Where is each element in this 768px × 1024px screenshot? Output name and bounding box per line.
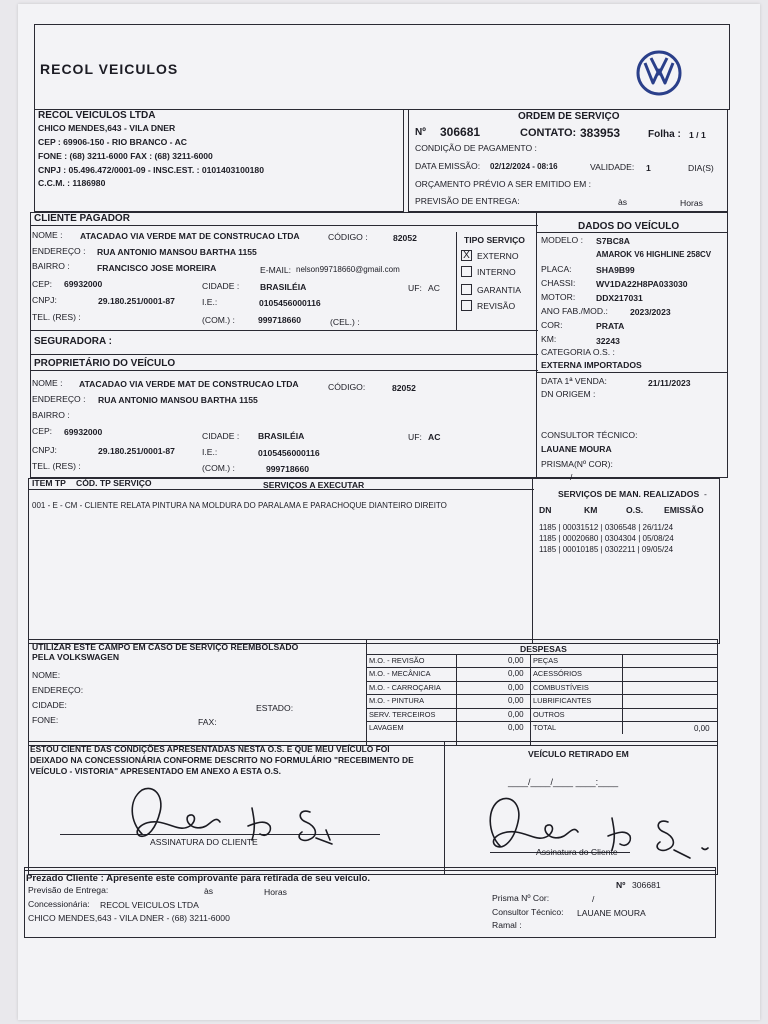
dias-label: DIA(S) (688, 163, 714, 173)
manutencao-header-emissao: EMISSÃO (664, 505, 704, 515)
delivery-as-label: às (618, 197, 628, 207)
validade-value: 1 (646, 163, 651, 173)
cliente-cnpj-label: CNPJ: (32, 295, 57, 305)
assinatura-cliente-label: ASSINATURA DO CLIENTE (150, 837, 258, 847)
footer-consultor: LAUANE MOURA (577, 908, 646, 918)
cor-label: COR: (541, 320, 563, 330)
prop-cidade: BRASILÉIA (258, 431, 305, 441)
venda-value: 21/11/2023 (648, 378, 691, 388)
company-address: CHICO MENDES,643 - VILA DNER (38, 123, 176, 133)
despesa-total-value: 0,00 (694, 724, 710, 733)
cliente-email[interactable]: nelson99718660@gmail.com (296, 265, 400, 274)
footer-ramal-label: Ramal : (492, 920, 522, 930)
footer-endereco: CHICO MENDES,643 - VILA DNER - (68) 3211-6000 (28, 913, 230, 923)
cliente-endereco-label: ENDEREÇO : (32, 246, 86, 256)
assinatura-retirada-label: Assinatura do Cliente (536, 847, 618, 857)
cliente-section-title: CLIENTE PAGADOR (34, 213, 130, 224)
despesa-value: 0,00 (508, 709, 524, 719)
cliente-bairro: FRANCISCO JOSE MOREIRA (97, 263, 217, 273)
prop-cnpj-label: CNPJ: (32, 445, 57, 455)
cliente-codigo-label: CÓDIGO : (328, 232, 368, 242)
company-name: RECOL VEICULOS LTDA (38, 110, 156, 121)
footer-consultor-label: Consultor Técnico: (492, 907, 564, 917)
modelo-description: AMAROK V6 HIGHLINE 258CV (596, 250, 712, 259)
cliente-endereco: RUA ANTONIO MANSOU BARTHA 1155 (97, 247, 257, 257)
prop-ie: 0105456000116 (258, 448, 320, 458)
termo-line-1: ESTOU CIENTE DAS CONDIÇÕES APRESENTADAS NESTA O.S. E QUE MEU VEÍCULO FOI (30, 744, 390, 754)
cliente-nome-label: NOME : (32, 230, 63, 240)
company-cnpj: CNPJ : 05.496.472/0001-09 - INSC.EST. : 0101403100180 (38, 165, 264, 175)
footer-numero: 306681 (632, 880, 661, 890)
despesa-value: 0,00 (508, 669, 524, 679)
despesa-right-label: OUTROS (533, 709, 565, 719)
footer-headline: Prezado Cliente : Apresente este comprovante para retirada de seu veículo. (26, 873, 371, 884)
folha-value: 1 / 1 (689, 130, 706, 140)
delivery-horas-label: Horas (680, 198, 703, 208)
termo-line-3: VEÍCULO - VISTORIA" APRESENTADO EM ANEXO A ESTA O.S. (30, 766, 281, 776)
footer-as-label: às (204, 886, 214, 896)
footer-horas-label: Horas (264, 887, 287, 897)
manutencao-row: 1185 | 00031512 | 0306548 | 26/11/24 (539, 523, 674, 532)
footer-concessionaria: RECOL VEICULOS LTDA (100, 900, 199, 910)
cliente-com-label: (COM.) : (202, 315, 235, 325)
despesa-label: M.O. - REVISÃO (369, 656, 425, 665)
checkbox-revisao[interactable] (461, 300, 472, 311)
prop-endereco: RUA ANTONIO MANSOU BARTHA 1155 (98, 395, 258, 405)
prisma-value: / (570, 472, 573, 482)
cor-value: PRATA (596, 321, 625, 331)
folha-label: Folha : (648, 129, 681, 140)
prop-cep: 69932000 (64, 427, 103, 437)
prop-codigo: 82052 (392, 383, 416, 393)
manutencao-title: SERVIÇOS DE MAN. REALIZADOS (558, 489, 700, 499)
client-signature-2 (476, 790, 716, 866)
reembolso-nome-label: NOME: (32, 670, 61, 680)
cliente-cel-label: (CEL.) : (330, 317, 360, 327)
despesa-right-label: COMBUSTÍVEIS (533, 682, 589, 692)
reembolso-title-1: UTILIZAR ESTE CAMPO EM CASO DE SERVIÇO REEMBOLSADO (32, 642, 299, 652)
company-title: RECOL VEICULOS (40, 61, 179, 77)
despesa-right-label: TOTAL (533, 723, 557, 732)
manutencao-header-os: O.S. (626, 505, 644, 515)
checkbox-garantia[interactable] (461, 284, 472, 295)
servico-line: 001 - E - CM - CLIENTE RELATA PINTURA NA MOLDURA DO PARALAMA E PARACHOQUE DIANTEIRO DIREITO (32, 501, 447, 510)
prisma-label: PRISMA(Nº COR): (541, 459, 613, 469)
volkswagen-logo-icon (636, 50, 682, 96)
prop-cep-label: CEP: (32, 426, 53, 436)
order-number: 306681 (440, 125, 481, 139)
cliente-cidade-label: CIDADE : (202, 281, 240, 291)
prop-cnpj: 29.180.251/0001-87 (98, 446, 175, 456)
manutencao-dash: - (704, 489, 707, 499)
ano-label: ANO FAB./MOD.: (541, 306, 608, 316)
prop-ie-label: I.E.: (202, 447, 218, 457)
prop-com-label: (COM.) : (202, 463, 235, 473)
reembolso-title-2: PELA VOLKSWAGEN (32, 652, 120, 662)
categoria-value: EXTERNA IMPORTADOS (541, 360, 642, 370)
cliente-bairro-label: BAIRRO : (32, 261, 70, 271)
despesa-right-label: ACESSÓRIOS (533, 669, 582, 679)
checkbox-externo[interactable]: X (461, 250, 472, 261)
reembolso-endereco-label: ENDEREÇO: (32, 685, 84, 695)
prop-codigo-label: CÓDIGO: (328, 382, 366, 392)
payment-label: CONDIÇÃO DE PAGAMENTO : (415, 143, 537, 153)
km-label: KM: (541, 334, 557, 344)
cliente-cnpj: 29.180.251/0001-87 (98, 296, 175, 306)
despesa-value: 0,00 (508, 723, 524, 732)
checkbox-interno[interactable] (461, 266, 472, 277)
validade-label: VALIDADE: (590, 162, 635, 172)
reembolso-fone-label: FONE: (32, 715, 59, 725)
modelo-value: S7BC8A (596, 236, 630, 246)
cliente-ie-label: I.E.: (202, 297, 218, 307)
order-number-label: Nº (415, 127, 426, 138)
venda-label: DATA 1ª VENDA: (541, 376, 607, 386)
prop-com: 999718660 (266, 464, 310, 474)
reembolso-fax-label: FAX: (198, 717, 217, 727)
tipo-servico-title: TIPO SERVIÇO (464, 235, 525, 245)
retirada-title: VEÍCULO RETIRADO EM (528, 749, 629, 759)
termo-line-2: DEIXADO NA CONCESSIONÁRIA CONFORME DESCRITO NO FORMULÁRIO "RECEBIMENTO DE (30, 755, 414, 765)
placa-value: SHA9B99 (596, 265, 635, 275)
modelo-label: MODELO : (541, 235, 584, 245)
client-signature-1 (120, 782, 360, 852)
veiculo-title: DADOS DO VEÍCULO (578, 221, 680, 232)
prop-tel-label: TEL. (RES) : (32, 461, 81, 471)
cliente-ie: 0105456000116 (259, 298, 321, 308)
cliente-uf-label: UF: (408, 283, 422, 293)
order-title: ORDEM DE SERVIÇO (518, 111, 620, 122)
reembolso-cidade-label: CIDADE: (32, 700, 67, 710)
retirada-date-mask[interactable]: ____/____/____ ____:____ (508, 777, 619, 787)
prop-nome-label: NOME : (32, 378, 63, 388)
servicos-header-exec: SERVIÇOS A EXECUTAR (263, 480, 365, 490)
contato-value: 383953 (580, 126, 621, 140)
seguradora-label: SEGURADORA : (34, 336, 112, 347)
origem-label: DN ORIGEM : (541, 389, 596, 399)
prop-bairro-label: BAIRRO : (32, 410, 70, 420)
cliente-uf: AC (428, 283, 440, 293)
manutencao-row: 1185 | 00010185 | 0302211 | 09/05/24 (539, 545, 674, 554)
despesa-label: M.O. - MECÂNICA (369, 669, 431, 679)
manutencao-header-dn: DN (539, 505, 552, 515)
emission-value: 02/12/2024 - 08:16 (490, 162, 558, 171)
delivery-label: PREVISÃO DE ENTREGA: (415, 196, 520, 206)
emission-label: DATA EMISSÃO: (415, 161, 481, 171)
prop-endereco-label: ENDEREÇO : (32, 394, 86, 404)
consultor-label: CONSULTOR TÉCNICO: (541, 430, 638, 440)
motor-value: DDX217031 (596, 293, 643, 303)
despesa-label: M.O. - CARROÇARIA (369, 682, 441, 692)
reembolso-estado-label: ESTADO: (256, 703, 294, 713)
cliente-cidade: BRASILÉIA (260, 282, 307, 292)
categoria-label: CATEGORIA O.S. : (541, 347, 615, 357)
contato-label: CONTATO: (520, 127, 577, 139)
footer-numero-label: Nº (616, 880, 626, 890)
option-revisao-label: REVISÃO (477, 301, 516, 311)
despesa-value: 0,00 (508, 656, 524, 665)
servicos-header-item: ITEM TP (32, 478, 66, 488)
company-cep: CEP : 69906-150 - RIO BRANCO - AC (38, 137, 187, 147)
prop-cidade-label: CIDADE : (202, 431, 240, 441)
chassi-label: CHASSI: (541, 278, 576, 288)
cliente-cep: 69932000 (64, 279, 103, 289)
option-garantia-label: GARANTIA (477, 285, 521, 295)
company-ccm: C.C.M. : 1186980 (38, 178, 106, 188)
despesa-value: 0,00 (508, 696, 524, 706)
option-externo-label: EXTERNO (477, 251, 519, 261)
company-phone: FONE : (68) 3211-6000 FAX : (68) 3211-6000 (38, 151, 213, 161)
motor-label: MOTOR: (541, 292, 576, 302)
consultor-value: LAUANE MOURA (541, 444, 612, 454)
cliente-nome: ATACADAO VIA VERDE MAT DE CONSTRUCAO LTDA (80, 231, 300, 241)
despesa-value: 0,00 (508, 682, 524, 692)
cliente-codigo: 82052 (393, 233, 417, 243)
cliente-tel-label: TEL. (RES) : (32, 312, 81, 322)
despesa-right-label: PEÇAS (533, 656, 559, 665)
prop-nome: ATACADAO VIA VERDE MAT DE CONSTRUCAO LTDA (79, 379, 299, 389)
cliente-email-label: E-MAIL: (260, 265, 292, 275)
servicos-header-cod: CÓD. TP SERVIÇO (76, 478, 152, 488)
despesa-label: LAVAGEM (369, 723, 404, 732)
cliente-com: 999718660 (258, 315, 302, 325)
option-interno-label: INTERNO (477, 267, 516, 277)
manutencao-header-km: KM (584, 505, 598, 515)
despesas-title: DESPESAS (520, 644, 567, 654)
despesa-right-label: LUBRIFICANTES (533, 696, 592, 706)
budget-label: ORÇAMENTO PRÉVIO A SER EMITIDO EM : (415, 179, 592, 189)
prop-uf: AC (428, 432, 441, 442)
prop-uf-label: UF: (408, 432, 422, 442)
ano-value: 2023/2023 (630, 307, 671, 317)
km-value: 32243 (596, 336, 620, 346)
despesa-label: SERV. TERCEIROS (369, 709, 436, 719)
manutencao-row: 1185 | 00020680 | 0304304 | 05/08/24 (539, 534, 674, 543)
proprietario-section-title: PROPRIETÁRIO DO VEÍCULO (34, 358, 176, 369)
footer-prisma: / (592, 894, 595, 904)
cliente-cep-label: CEP: (32, 279, 53, 289)
footer-previsao-label: Previsão de Entrega: (28, 885, 109, 895)
chassi-value: WV1DA22H8PA033030 (596, 279, 688, 289)
despesa-label: M.O. - PINTURA (369, 696, 425, 706)
footer-prisma-label: Prisma Nº Cor: (492, 893, 550, 903)
placa-label: PLACA: (541, 264, 572, 274)
footer-concessionaria-label: Concessionária: (28, 899, 90, 909)
